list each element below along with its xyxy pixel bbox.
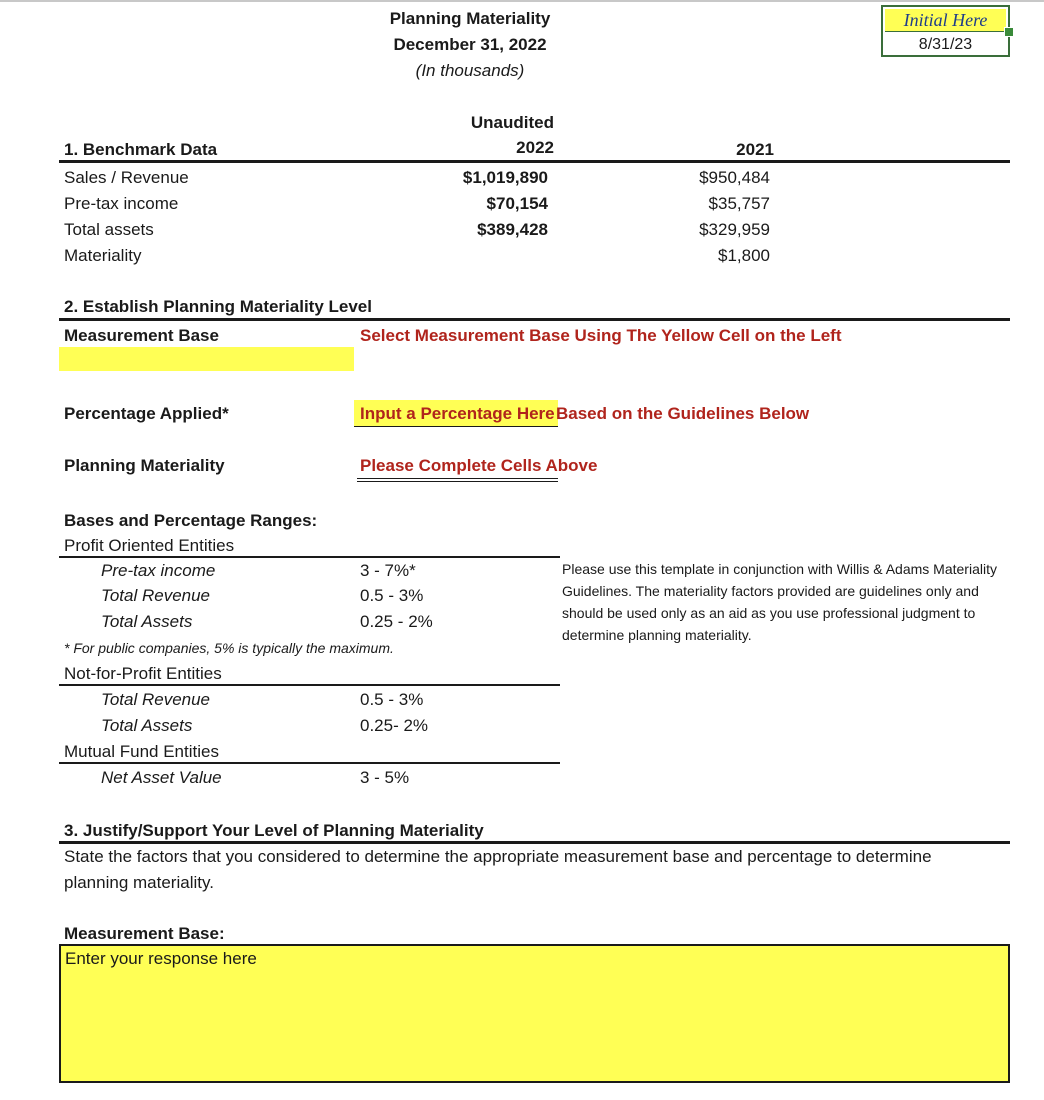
range-value: 0.5 - 3%: [360, 690, 424, 709]
range-value: 0.5 - 3%: [360, 586, 424, 605]
page-units: (In thousands): [415, 61, 525, 80]
profit-entities-title: Profit Oriented Entities: [64, 536, 235, 555]
page-date: December 31, 2022: [393, 35, 547, 54]
benchmark-header-rule: [59, 160, 1010, 163]
range-value: 3 - 7%*: [360, 561, 416, 580]
justify-instructions-line-1: State the factors that you considered to determine the appropriate measurement base and percentage to determine: [64, 847, 932, 866]
initial-date-cell[interactable]: 8/31/23: [918, 36, 973, 53]
ranges-title: Bases and Percentage Ranges:: [64, 511, 318, 530]
range-value: 0.25- 2%: [360, 716, 429, 735]
col-2022-header: 2022: [516, 138, 554, 157]
double-underline-bottom: [357, 481, 558, 482]
benchmark-2022-value: $389,428: [477, 220, 548, 239]
percentage-applied-label: Percentage Applied*: [64, 404, 229, 423]
initial-box[interactable]: [881, 5, 1010, 57]
page-title: Planning Materiality: [389, 9, 551, 28]
range-label: Total Revenue: [101, 586, 211, 605]
cell-fill-handle[interactable]: [1004, 27, 1014, 37]
guidelines-note: Please use this template in conjunction with Willis & Adams Materiality Guidelines. The materiality factors provided are guidelines only and should be used only as an aid as you use professional judgment to determine planning materiality.: [562, 561, 997, 643]
percentage-input-text: Input a Percentage Here: [360, 404, 555, 423]
planning-materiality-message: Please Complete Cells Above: [360, 456, 598, 475]
benchmark-2022-value: $70,154: [486, 194, 548, 213]
measurement-base-response-field[interactable]: [59, 944, 1010, 1083]
initial-here-cell[interactable]: Initial Here: [885, 9, 1006, 32]
range-footnote: * For public companies, 5% is typically the maximum.: [64, 640, 394, 656]
response-placeholder-text: Enter your response here: [65, 949, 257, 968]
benchmark-section-title: 1. Benchmark Data: [64, 140, 218, 159]
range-label: Total Revenue: [101, 690, 211, 709]
benchmark-row-label: Materiality: [64, 246, 142, 265]
planning-materiality-label: Planning Materiality: [64, 456, 225, 475]
benchmark-2022-value: $1,019,890: [462, 168, 548, 187]
benchmark-2021-value: $1,800: [718, 246, 770, 265]
range-label: Total Assets: [101, 716, 193, 735]
benchmark-row-label: Sales / Revenue: [64, 168, 189, 187]
range-label: Total Assets: [101, 612, 193, 631]
percentage-message: Based on the Guidelines Below: [556, 404, 810, 423]
nfp-rule: [59, 684, 560, 686]
range-label: Net Asset Value: [101, 768, 222, 787]
double-underline-top: [357, 478, 558, 479]
justify-instructions-line-2: planning materiality.: [64, 873, 214, 892]
planning-header-rule: [59, 318, 1010, 321]
mutual-entities-title: Mutual Fund Entities: [64, 742, 219, 761]
measurement-base-response-label: Measurement Base:: [64, 924, 225, 943]
mutual-rule: [59, 762, 560, 764]
measurement-base-select-cell[interactable]: [59, 347, 354, 371]
justify-header-rule: [59, 841, 1010, 844]
range-value: 3 - 5%: [360, 768, 410, 787]
range-label: Pre-tax income: [101, 561, 216, 580]
top-border: [0, 0, 1044, 2]
col-2021-header: 2021: [736, 140, 774, 159]
profit-rule: [59, 556, 560, 558]
measurement-base-message: Select Measurement Base Using The Yellow Cell on the Left: [360, 326, 842, 345]
benchmark-2021-value: $35,757: [708, 194, 770, 213]
col-2022-top-header: Unaudited: [470, 113, 554, 132]
range-value: 0.25 - 2%: [360, 612, 433, 631]
measurement-base-label: Measurement Base: [64, 326, 219, 345]
justify-section-title: 3. Justify/Support Your Level of Planning Materiality: [64, 821, 484, 840]
planning-section-title: 2. Establish Planning Materiality Level: [64, 297, 372, 316]
benchmark-2021-value: $950,484: [699, 168, 770, 187]
nfp-entities-title: Not-for-Profit Entities: [64, 664, 222, 683]
benchmark-row-label: Total assets: [64, 220, 154, 239]
benchmark-row-label: Pre-tax income: [64, 194, 179, 213]
benchmark-2021-value: $329,959: [699, 220, 770, 239]
